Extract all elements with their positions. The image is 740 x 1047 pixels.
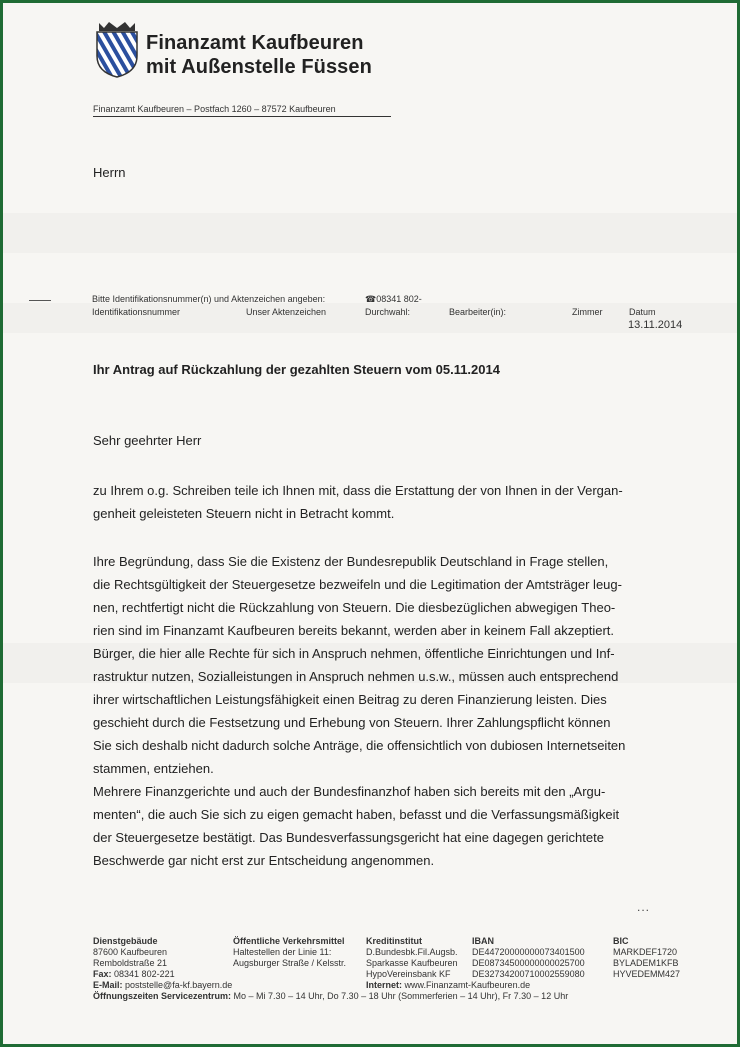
footer-bank-2: Sparkasse Kaufbeuren xyxy=(366,958,458,968)
text-line: Sie sich deshalb nicht dadurch solche Anträge, die offensichtlich von dubiosen Internetseiten xyxy=(93,738,626,753)
footer-iban-3: DE32734200710002559080 xyxy=(472,969,585,979)
footer-bank-title: Kreditinstitut xyxy=(366,936,422,946)
text-line: Ihre Begründung, dass Sie die Existenz der Bundesrepublik Deutschland in Frage stellen, xyxy=(93,554,609,569)
footer-transport-line2: Augsburger Straße / Kelsstr. xyxy=(233,958,347,968)
subject-line: Ihr Antrag auf Rückzahlung der gezahlten Steuern vom 05.11.2014 xyxy=(93,362,500,377)
footer-internet-value[interactable]: www.Finanzamt-Kaufbeuren.de xyxy=(404,980,531,990)
paragraph-2 xyxy=(93,550,653,872)
footer-hours xyxy=(93,991,568,1002)
col-room: Zimmer xyxy=(572,307,603,317)
text-line: rastruktur nutzen, Sozialleistungen in Anspruch nehmen u.s.w., müssen auch entsprechend xyxy=(93,669,619,684)
col-direct-dial: Durchwahl: xyxy=(365,307,411,317)
footer-hours-value: Mo – Mi 7.30 – 14 Uhr, Do 7.30 – 18 Uhr (Sommerferien – 14 Uhr), Fr 7.30 – 12 Uhr xyxy=(233,991,569,1001)
text-line: zu Ihrem o.g. Schreiben teile ich Ihnen mit, dass die Erstattung der von Ihnen in der Vergan- xyxy=(93,483,623,498)
footer-building-street: Remboldstraße 21 xyxy=(93,958,168,968)
footer-internet-label: Internet: xyxy=(366,980,402,990)
footer-bank-1: D.Bundesbk.Fil.Augsb. xyxy=(366,947,458,957)
col-id-number: Identifikationsnummer xyxy=(92,307,181,317)
text-line: die Rechtsgültigkeit der Steuergesetze bezweifeln und die Legitimation der Amtsträger leug- xyxy=(93,577,622,592)
scan-artifact xyxy=(3,213,737,253)
footer-iban xyxy=(472,936,585,980)
org-name-line2: mit Außenstelle Füssen xyxy=(146,56,372,78)
text-line: Bürger, die hier alle Rechte für sich in Anspruch nehmen, öffentliche Einrichtungen und Inf- xyxy=(93,646,615,661)
text-line: genheit geleisteten Steuern nicht in Betracht kommt. xyxy=(93,506,395,521)
footer-bic-title: BIC xyxy=(613,936,629,946)
footer-transport-title: Öffentliche Verkehrsmittel xyxy=(233,936,345,946)
footer-bank-3: HypoVereinsbank KF xyxy=(366,969,451,979)
footer-iban-1: DE44720000000073401500 xyxy=(472,947,585,957)
col-file-reference: Unser Aktenzeichen xyxy=(246,307,327,317)
bavarian-crest-icon xyxy=(95,20,139,78)
greeting: Sehr geehrter Herr xyxy=(93,433,202,448)
footer-building-title: Dienstgebäude xyxy=(93,936,158,946)
text-line: ihrer wirtschaftlichen Leistungsfähigkeit einen Beitrag zu deren Finanzierung leisten. Dies xyxy=(93,692,607,707)
footer-bic xyxy=(613,936,680,980)
footer-hours-label: Öffnungszeiten Servicezentrum: xyxy=(93,991,232,1001)
footer-fax-value: 08341 802-221 xyxy=(114,969,175,979)
footer-building-city: 87600 Kaufbeuren xyxy=(93,947,168,957)
letter-page xyxy=(3,3,737,1044)
text-line: geschieht durch die Festsetzung und Erhebung von Steuern. Ihrer Zahlungspflicht können xyxy=(93,715,611,730)
footer-bic-3: HYVEDEMM427 xyxy=(613,969,681,979)
continuation-dots: ... xyxy=(637,900,651,914)
text-line: stammen, entziehen. xyxy=(93,761,214,776)
footer-bic-2: BYLADEM1KFB xyxy=(613,958,679,968)
reference-instruction: Bitte Identifikationsnummer(n) und Aktenzeichen angeben: xyxy=(92,294,326,304)
text-line: Beschwerde gar nicht erst zur Entscheidung angenommen. xyxy=(93,853,435,868)
footer-iban-2: DE08734500000000025700 xyxy=(472,958,585,968)
footer-fax-label: Fax: xyxy=(93,969,112,979)
footer-transport-line1: Haltestellen der Linie 11: xyxy=(233,947,332,957)
text-line: menten“, die auch Sie sich zu eigen gemacht haben, befasst und die Verfassungsmäßigkeit xyxy=(93,807,620,822)
phone-number: ☎08341 802- xyxy=(365,294,422,304)
fold-mark xyxy=(29,300,51,301)
footer-bic-1: MARKDEF1720 xyxy=(613,947,678,957)
recipient-title: Herrn xyxy=(93,165,126,180)
text-line: rien sind im Finanzamt Kaufbeuren bereits bekannt, werden aber in keinem Fall akzeptiert. xyxy=(93,623,614,638)
org-name-line1: Finanzamt Kaufbeuren xyxy=(146,32,364,54)
letter-date: 13.11.2014 xyxy=(628,319,683,331)
footer-email-label: E-Mail: xyxy=(93,980,123,990)
paragraph-1 xyxy=(93,479,653,525)
footer-email-value[interactable]: poststelle@fa-kf.bayern.de xyxy=(125,980,233,990)
sender-address: Finanzamt Kaufbeuren – Postfach 1260 – 87572 Kaufbeuren xyxy=(93,104,336,114)
text-line: der Steuergesetze bestätigt. Das Bundesverfassungsgericht hat eine dagegen gerichtete xyxy=(93,830,604,845)
text-line: Mehrere Finanzgerichte und auch der Bundesfinanzhof haben sich bereits mit den „Argu- xyxy=(93,784,606,799)
sender-underline xyxy=(93,116,391,117)
text-line: nen, rechtfertigt nicht die Rückzahlung von Steuern. Die diesbezüglichen abwegigen Theo- xyxy=(93,600,616,615)
footer-iban-title: IBAN xyxy=(472,936,494,946)
footer-building xyxy=(93,936,232,991)
col-date: Datum xyxy=(629,307,656,317)
footer-transport xyxy=(233,936,346,969)
col-clerk: Bearbeiter(in): xyxy=(449,307,507,317)
